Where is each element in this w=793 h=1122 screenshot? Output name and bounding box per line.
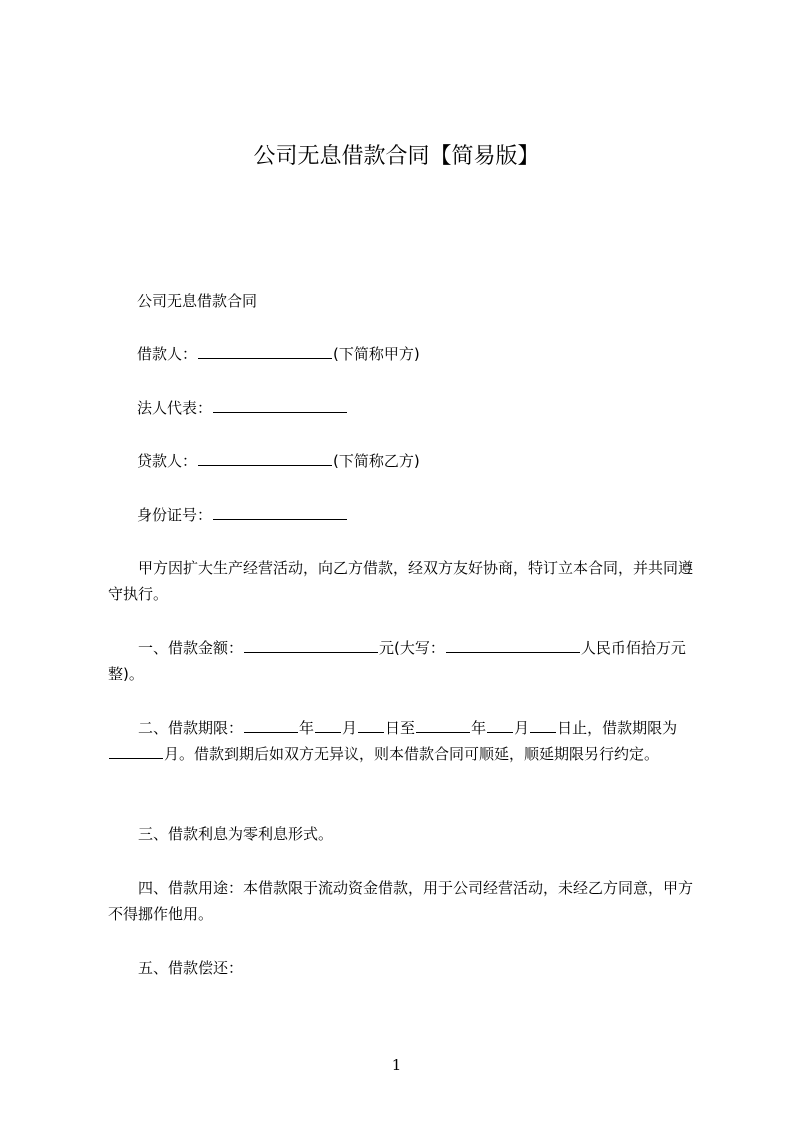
amount-blank <box>244 638 378 653</box>
start-day-blank <box>358 718 384 733</box>
clause-term-rest: 月。借款到期后如双方无异议，则本借款合同可顺延，顺延期限另行约定。 <box>164 745 660 763</box>
borrower-label: 借款人： <box>137 345 198 363</box>
end-year-label: 年 <box>471 719 487 737</box>
start-year-label: 年 <box>299 719 315 737</box>
borrower-blank <box>198 344 332 359</box>
id-number-label: 身份证号： <box>137 506 213 524</box>
end-month-blank <box>487 718 513 733</box>
legal-rep-blank <box>213 398 347 413</box>
contract-heading: 公司无息借款合同 <box>137 292 258 310</box>
amount-capital-blank <box>446 638 580 653</box>
clause-amount-mid: 元(大写： <box>379 639 445 657</box>
clause-amount <box>108 635 698 687</box>
page-number: 1 <box>391 1056 402 1074</box>
lender-blank <box>198 451 332 466</box>
clause-purpose: 四、借款用途：本借款限于流动资金借款，用于公司经营活动，未经乙方同意，甲方不得挪作他用。 <box>108 879 694 923</box>
clause-term-prefix: 二、借款期限： <box>138 719 244 737</box>
lender-suffix: (下简称乙方) <box>333 452 420 470</box>
clause-repayment: 五、借款偿还： <box>138 959 244 977</box>
term-months-blank <box>109 744 163 759</box>
legal-rep-label: 法人代表： <box>137 399 213 417</box>
start-month-blank <box>315 718 341 733</box>
borrower-line <box>137 341 420 367</box>
start-year-blank <box>244 718 298 733</box>
id-number-line <box>137 502 348 528</box>
end-day-blank <box>530 718 556 733</box>
clause-interest: 三、借款利息为零利息形式。 <box>138 825 334 843</box>
clause-amount-prefix: 一、借款金额： <box>138 639 244 657</box>
start-day-label: 日至 <box>385 719 416 737</box>
end-year-blank <box>416 718 470 733</box>
borrower-suffix: (下简称甲方) <box>333 345 420 363</box>
legal-rep-line <box>137 395 348 421</box>
clause-amount-suffix: 人民币佰拾万元整)。 <box>108 639 686 683</box>
intro-paragraph: 甲方因扩大生产经营活动，向乙方借款，经双方友好协商，特订立本合同，并共同遵守执行。 <box>108 559 694 603</box>
id-number-blank <box>213 505 347 520</box>
end-day-label: 日止，借款期限为 <box>557 719 678 737</box>
lender-line <box>137 448 420 474</box>
document-title: 公司无息借款合同【简易版】 <box>253 144 540 169</box>
clause-term <box>108 715 698 767</box>
end-month-label: 月 <box>514 719 530 737</box>
lender-label: 贷款人： <box>137 452 198 470</box>
start-month-label: 月 <box>342 719 358 737</box>
